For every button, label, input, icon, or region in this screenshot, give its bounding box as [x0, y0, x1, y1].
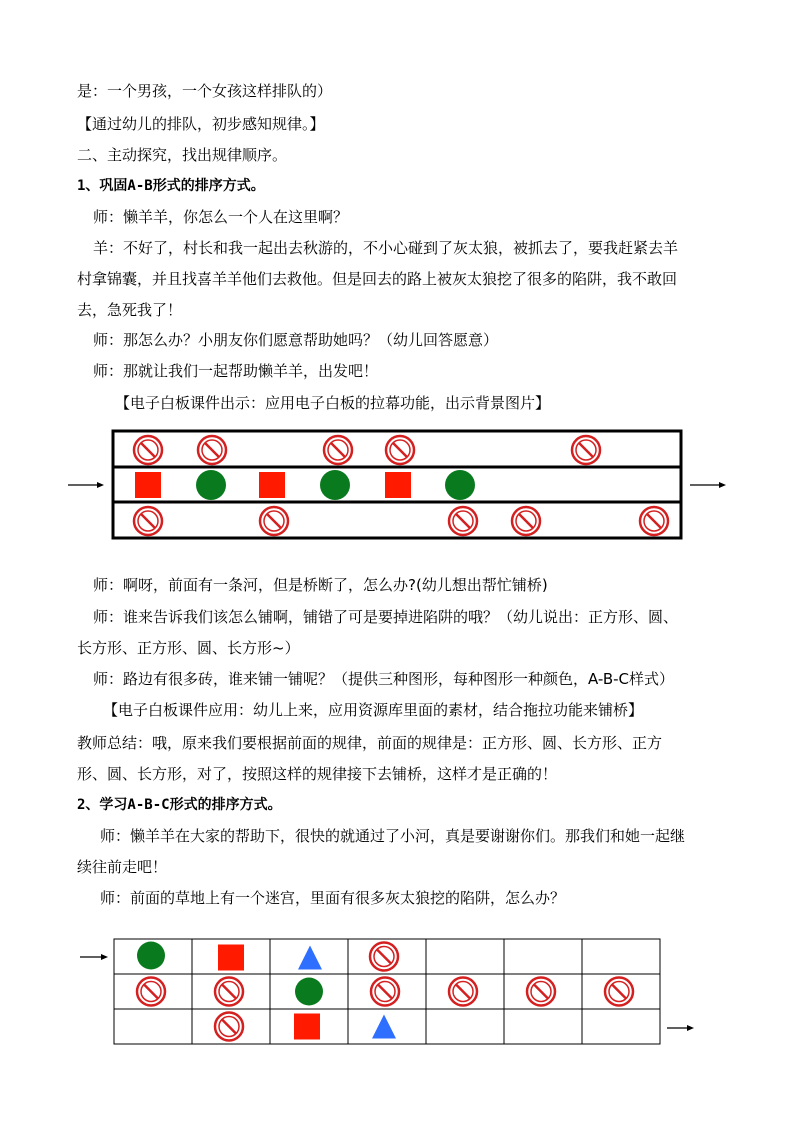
no-entry-icon [449, 978, 477, 1006]
text-line-8: 去，急死我了！ [77, 301, 183, 319]
no-entry-icon [370, 943, 398, 971]
no-entry-icon [512, 507, 540, 535]
text-line-22: 师：前面的草地上有一个迷宫，里面有很多灰太狼挖的陷阱，怎么办？ [100, 889, 566, 907]
maze-cell [582, 939, 660, 974]
no-entry-icon [134, 507, 162, 535]
text-line-1: 是：一个男孩，一个女孩这样排队的） [77, 82, 333, 100]
no-entry-icon [215, 978, 243, 1006]
maze-grid-diagram [0, 930, 794, 1050]
no-entry-icon [527, 978, 555, 1006]
text-line-5: 师：懒羊羊，你怎么一个人在这里啊？ [93, 208, 349, 226]
text-line-7: 村拿锦囊，并且找喜羊羊他们去救他。但是回去的路上被灰太狼挖了很多的陷阱，我不敢回 [77, 270, 678, 288]
text-line-17: 教师总结：哦，原来我们要根据前面的规律，前面的规律是：正方形、圆、长方形、正方 [77, 734, 663, 752]
arrow-right-icon [68, 482, 104, 488]
text-line-21: 续往前走吧！ [77, 858, 168, 876]
maze-cell [504, 939, 582, 974]
green-circle [320, 470, 350, 500]
no-entry-icon [134, 436, 162, 464]
no-entry-icon [215, 1013, 243, 1041]
section-heading-1: 1、巩固A-B形式的排序方式。 [77, 178, 265, 194]
maze-cell [114, 1009, 192, 1044]
green-circle [137, 942, 165, 970]
no-entry-icon [137, 978, 165, 1006]
no-entry-icon [572, 436, 600, 464]
red-square [385, 472, 411, 498]
text-line-6: 羊：不好了，村长和我一起出去秋游的，不小心碰到了灰太狼，被抓去了，要我赶紧去羊 [93, 239, 679, 257]
red-square [135, 472, 161, 498]
text-line-18: 形、圆、长方形，对了，按照这样的规律接下去铺桥，这样才是正确的！ [77, 765, 558, 783]
no-entry-icon [260, 507, 288, 535]
no-entry-icon [449, 507, 477, 535]
arrow-right-icon [80, 954, 108, 960]
no-entry-icon [605, 978, 633, 1006]
arrow-right-icon [690, 482, 726, 488]
text-line-10: 师：那就让我们一起帮助懒羊羊，出发吧！ [93, 362, 379, 380]
section-heading-2: 2、学习A-B-C形式的排序方式。 [77, 797, 282, 813]
green-circle [445, 470, 475, 500]
red-square [259, 472, 285, 498]
blue-triangle [372, 1015, 396, 1039]
green-circle [196, 470, 226, 500]
blue-triangle [298, 946, 322, 970]
maze-cell [426, 1009, 504, 1044]
text-line-20: 师：懒羊羊在大家的帮助下，很快的就通过了小河，真是要谢谢你们。那我们和她一起继 [100, 827, 686, 845]
arrow-right-icon [667, 1025, 694, 1031]
no-entry-icon [371, 978, 399, 1006]
text-line-15: 师：路边有很多砖，谁来铺一铺呢？（提供三种图形，每种图形一种颜色，A-B-C样式） [93, 670, 674, 688]
no-entry-icon [198, 436, 226, 464]
red-square [218, 945, 244, 971]
maze-cell [504, 1009, 582, 1044]
maze-cell [582, 1009, 660, 1044]
text-line-3: 二、主动探究，找出规律顺序。 [77, 146, 288, 164]
no-entry-icon [640, 507, 668, 535]
text-line-11: 【电子白板课件出示：应用电子白板的拉幕功能，出示背景图片】 [115, 394, 551, 412]
text-line-13: 师：谁来告诉我们该怎么铺啊，铺错了可是要掉进陷阱的哦？（幼儿说出：正方形、圆、 [93, 608, 679, 626]
text-line-2: 【通过幼儿的排队，初步感知规律。】 [77, 115, 325, 133]
text-line-12: 师：啊呀，前面有一条河，但是桥断了，怎么办?(幼儿想出帮忙铺桥) [93, 576, 548, 594]
maze-cell [426, 939, 504, 974]
bridge-diagram [0, 422, 794, 552]
green-circle [295, 978, 323, 1006]
no-entry-icon [324, 436, 352, 464]
no-entry-icon [386, 436, 414, 464]
red-square [294, 1014, 320, 1040]
text-line-14: 长方形、正方形、圆、长方形~） [77, 639, 300, 657]
text-line-16: 【电子白板课件应用：幼儿上来，应用资源库里面的素材，结合拖拉功能来铺桥】 [103, 701, 644, 719]
text-line-9: 师：那怎么办？小朋友你们愿意帮助她吗？（幼儿回答愿意） [93, 331, 499, 349]
